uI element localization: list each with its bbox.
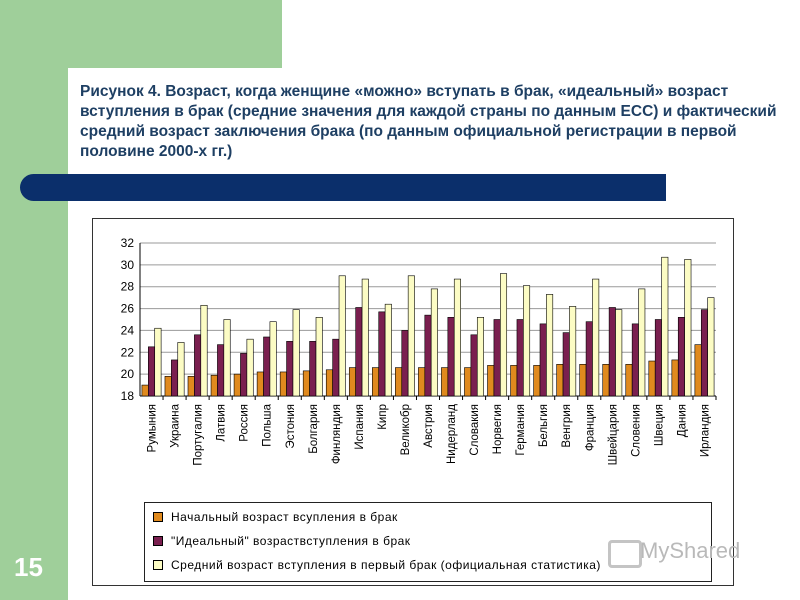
bar [356, 307, 362, 396]
bar [333, 339, 339, 396]
x-category-label: Болгария [307, 404, 320, 454]
figure-title: Рисунок 4. Возраст, когда женщине «можно» вступать в брак, «идеальный» возраст вступления в брак (средние значения для каждой страны по данным ЕСС) и фактический средний возраст заключения брака (по данным официальной регистрации в первой половине 2000-х гг.) [80, 83, 777, 160]
legend-item-initial-age [153, 509, 398, 525]
y-tick-label: 22 [120, 345, 134, 360]
bar [592, 279, 598, 396]
bar [247, 339, 253, 396]
watermark-icon [608, 540, 642, 568]
x-category-label: Словения [630, 404, 643, 457]
x-category-label: Финляндия [330, 404, 343, 465]
bar [379, 312, 385, 396]
x-category-label: Швейцария [607, 404, 620, 466]
legend-label-initial-age: Начальный возраст всупления в брак [171, 510, 398, 524]
bar [616, 310, 622, 396]
bar [293, 310, 299, 396]
x-category-label: Бельгия [538, 404, 551, 448]
bar [672, 360, 678, 396]
bar [494, 320, 500, 397]
watermark-text: MyShared [640, 538, 741, 563]
bar [171, 360, 177, 396]
x-category-label: Латвия [215, 404, 228, 442]
bar [240, 353, 246, 396]
legend-item-actual-age [153, 557, 601, 573]
x-category-label: Испания [353, 404, 366, 450]
bar [557, 364, 563, 396]
bar [224, 320, 230, 397]
bar [685, 259, 691, 396]
bar [372, 368, 378, 396]
bar [188, 376, 194, 396]
x-category-label: Словакия [469, 404, 482, 456]
legend-label-ideal-age: "Идеальный" возраствступления в брак [171, 534, 411, 548]
bar [477, 317, 483, 396]
bar [155, 328, 161, 396]
x-category-label: Великобр [399, 404, 412, 456]
bar [708, 298, 714, 396]
legend-item-ideal-age [153, 533, 411, 549]
bar [211, 375, 217, 396]
bar [287, 341, 293, 396]
bar [701, 310, 707, 396]
title-divider-bar [20, 174, 666, 201]
x-category-label: Нидерланд [446, 404, 459, 465]
bar [569, 306, 575, 396]
bar [395, 368, 401, 396]
x-category-label: Украина [169, 404, 182, 448]
y-tick-label: 26 [120, 301, 134, 316]
x-category-label: Дания [676, 404, 689, 438]
bar [662, 257, 668, 396]
x-category-label: Германия [515, 404, 528, 456]
bar [523, 286, 529, 396]
bar [639, 289, 645, 396]
bar [326, 370, 332, 396]
bar [649, 361, 655, 396]
x-category-label: Венгрия [561, 404, 574, 448]
bar [178, 342, 184, 396]
x-category-label: Кипр [376, 404, 389, 430]
bar [339, 276, 345, 396]
bar [609, 307, 615, 396]
bar [303, 371, 309, 396]
x-category-label: Норвегия [492, 404, 505, 455]
bar [425, 315, 431, 396]
bar [540, 324, 546, 396]
legend-swatch-yellow [153, 560, 163, 570]
x-category-label: Россия [238, 404, 251, 442]
bar [234, 374, 240, 396]
bar [678, 317, 684, 396]
bar [626, 364, 632, 396]
bar [316, 317, 322, 396]
x-category-label: Ирландия [699, 404, 712, 458]
y-tick-label: 20 [120, 367, 134, 382]
bar [488, 365, 494, 396]
bar [511, 365, 517, 396]
bar [310, 341, 316, 396]
x-category-label: Португалия [192, 404, 205, 466]
y-tick-label: 30 [120, 257, 134, 272]
bar [217, 345, 223, 396]
bar [546, 294, 552, 396]
top-decor-block [0, 0, 282, 68]
bar [603, 364, 609, 396]
bar [500, 274, 506, 396]
y-tick-label: 24 [120, 323, 134, 338]
y-tick-label: 18 [120, 389, 134, 403]
bar [580, 364, 586, 396]
bar [264, 337, 270, 396]
bar [632, 324, 638, 396]
x-category-label: Франция [584, 404, 597, 452]
x-category-label: Австрия [423, 404, 435, 448]
x-category-label: Румыния [146, 404, 159, 453]
bar [448, 317, 454, 396]
side-decor-bar [0, 0, 68, 600]
bar [471, 335, 477, 396]
x-category-label: Польша [261, 404, 274, 447]
bar [418, 368, 424, 396]
x-category-label: Эстония [284, 404, 297, 449]
legend-swatch-orange [153, 512, 163, 522]
bar [563, 333, 569, 396]
bar [280, 372, 286, 396]
bar [270, 322, 276, 396]
bar [454, 279, 460, 396]
bar [464, 368, 470, 396]
bar [148, 347, 154, 396]
x-category-label: Швеция [653, 404, 666, 447]
bar [586, 322, 592, 396]
bar [441, 368, 447, 396]
bar [349, 368, 355, 396]
y-tick-label: 28 [120, 279, 134, 294]
bar [194, 335, 200, 396]
bar [142, 385, 148, 396]
bar [655, 320, 661, 397]
bar [362, 279, 368, 396]
bar [408, 276, 414, 396]
bar [385, 304, 391, 396]
bar [402, 330, 408, 396]
bar [431, 289, 437, 396]
y-tick-label: 32 [120, 236, 134, 250]
bar [201, 305, 207, 396]
legend-swatch-purple [153, 536, 163, 546]
bar [165, 376, 171, 396]
bar [534, 365, 540, 396]
slide-number: 15 [14, 552, 43, 582]
legend-label-actual-age: Средний возраст вступления в первый брак (официальная статистика) [171, 558, 601, 572]
bar [695, 345, 701, 396]
bar [517, 320, 523, 397]
bar [257, 372, 263, 396]
